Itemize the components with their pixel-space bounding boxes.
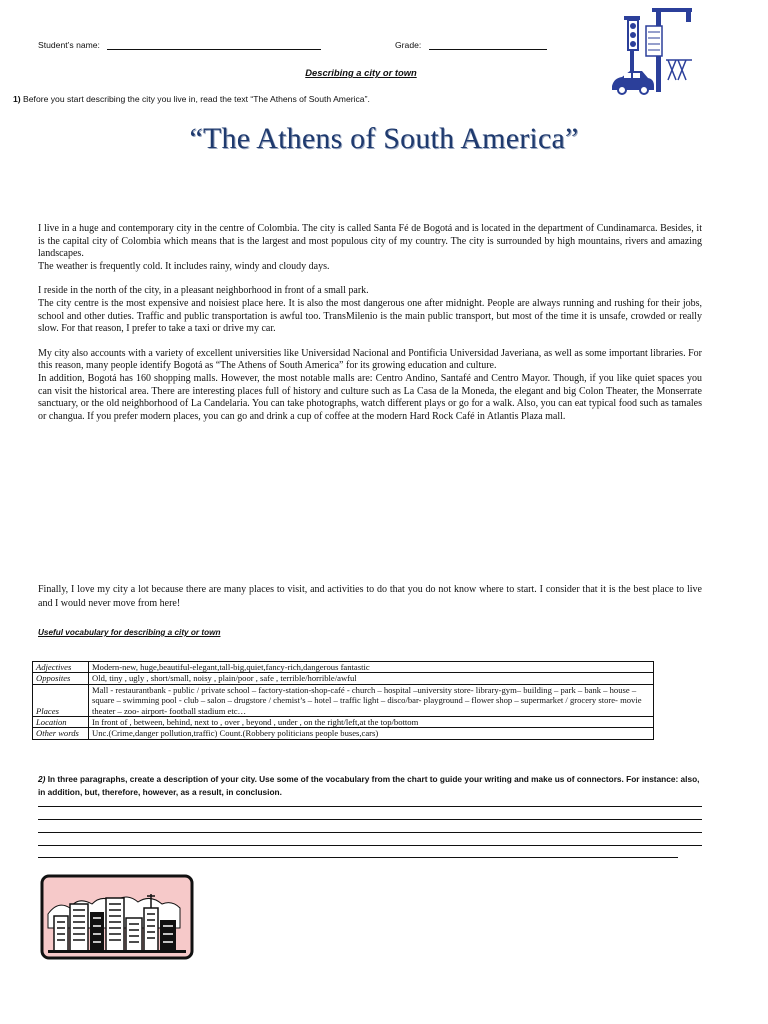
vocab-value: In front of , between, behind, next to , over , beyond , under , on the right/left,at the top/bottom	[89, 717, 654, 728]
grade-row	[395, 40, 547, 50]
grade-field[interactable]	[429, 49, 547, 50]
vocab-value: Unc.(Crime,danger pollution,traffic) Count.(Robbery politicians people buses,cars)	[89, 728, 654, 739]
writing-line[interactable]	[38, 806, 702, 807]
vocab-value: Old, tiny , ugly , short/small, noisy , plain/poor , safe , terrible/horrible/awful	[89, 673, 654, 684]
writing-line[interactable]	[38, 857, 678, 858]
paragraph-3: I reside in the north of the city, in a pleasant neighborhood in front of a small park.	[38, 285, 369, 297]
reading-block-1	[38, 223, 702, 423]
paragraph-4: The city centre is the most expensive and noisiest place here. It is also the most dangerous one after midnight. People are always running and rushing for their jobs, school and other duties. Traffic and public transportation is awful too. TransMilenio is the main public transport, but most of the time it is unsafe, crowded or really slow. For that reason, I prefer to take a taxi or drive my car.	[38, 297, 702, 335]
paragraph-1: I live in a huge and contemporary city in the centre of Colombia. The city is called Santa Fé de Bogotá and is located in the department of Cundinamarca. Besides, it is the capital city of Colombia which means that is the largest and most populous city of my country. The city is surrounded by high mountains, rivers and amazing landscapes.	[38, 223, 702, 260]
student-name-row	[38, 40, 321, 50]
vocab-value: Modern-new, huge,beautiful-elegant,tall-big,quiet,fancy-rich,dangerous fantastic	[89, 662, 654, 673]
table-row	[33, 673, 654, 684]
table-row	[33, 684, 654, 716]
vocab-label: Location	[33, 717, 89, 728]
traffic-light-car-clipart-icon	[606, 6, 706, 98]
vocab-label: Places	[33, 684, 89, 716]
vocab-label: Other words	[33, 728, 89, 739]
table-row	[33, 662, 654, 673]
paragraph-7: Finally, I love my city a lot because there are many places to visit, and activities to do that you do not know where to start. I consider that it is the best place to live and I would never move from here!	[38, 584, 702, 609]
city-skyline-clipart-icon	[40, 874, 194, 960]
instruction-1	[13, 94, 370, 104]
vocab-title: Useful vocabulary for describing a city or town	[38, 628, 221, 637]
instruction-1-number: 1)	[13, 94, 21, 104]
vocab-value: Mall - restaurantbank - public / private school – factory-station-shop-café - church – hospital –university store- library-gym– building – park – bank – house – square – swimming pool - club – salon – drugstore / chemist’s – hotel – traffic light – disco/bar- playground – flower shop – supermarket / grocery store- movie theater – zoo- airport- football stadium etc…	[89, 684, 654, 716]
worksheet-subtitle: Describing a city or town	[305, 67, 417, 78]
writing-line[interactable]	[38, 845, 702, 846]
paragraph-2: The weather is frequently cold. It includes rainy, windy and cloudy days.	[38, 260, 330, 272]
grade-label: Grade:	[395, 40, 422, 50]
reading-title: “The Athens of South America”	[189, 122, 579, 155]
instruction-2-text: In three paragraphs, create a description of your city. Use some of the vocabulary from the chart to guide your writing and make us of connectors. For instance: also, in addition, but, therefore, however, as a result, in conclusion.	[38, 774, 700, 797]
instruction-1-text: Before you start describing the city you live in, read the text “The Athens of South America”.	[20, 94, 370, 104]
student-name-field[interactable]	[107, 49, 321, 50]
writing-line[interactable]	[38, 832, 702, 833]
table-row	[33, 717, 654, 728]
student-name-label: Student’s name:	[38, 40, 100, 50]
vocab-label: Adjectives	[33, 662, 89, 673]
writing-line[interactable]	[38, 819, 702, 820]
table-row	[33, 728, 654, 739]
paragraph-5: My city also accounts with a variety of excellent universities like Universidad Nacional and Pontificia Universidad Javeriana, as well as some important libraries. For this reason, many people identify Bogotá as “The Athens of South America” for its growing education and culture.	[38, 347, 702, 372]
paragraph-6: In addition, Bogotá has 160 shopping malls. However, the most notable malls are: Centro Andino, Santafé and Centro Mayor. Though, if you like quiet spaces you can visit the historical area. There are interesting places full of history and culture such as La Casa de la Moneda, the elegant and big Colon Theater, the Monserrate sanctuary, or the old neighborhood of La Candelaria. You can take photographs, watch different plays or go for a walk. Also, you can eat typical food such as tamales or changua. If you prefer modern places, you can go and drink a cup of coffee at the modern Hard Rock Café in Atlantis Plaza mall.	[38, 372, 702, 422]
vocab-label: Opposites	[33, 673, 89, 684]
instruction-2	[38, 773, 702, 799]
vocab-table	[32, 661, 654, 740]
instruction-2-number: 2)	[38, 774, 46, 784]
